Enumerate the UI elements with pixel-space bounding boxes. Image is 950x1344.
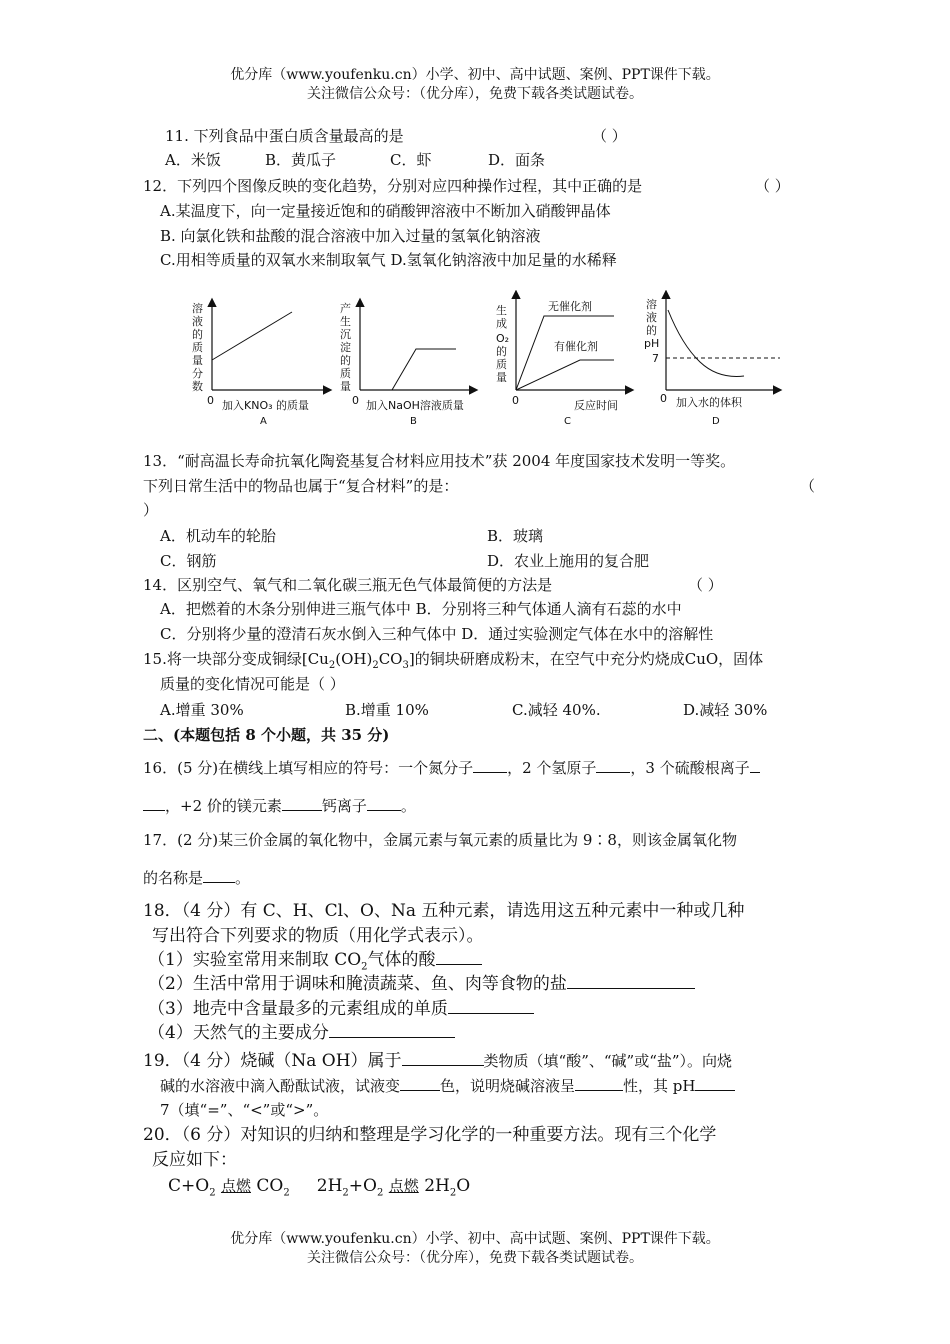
q13-line1: 13．“耐高温长寿命抗氧化陶瓷基复合材料应用技术”获 2004 年度国家技术发明一等奖。 bbox=[143, 452, 736, 470]
chart-a bbox=[180, 290, 340, 430]
svg-text:数: 数 bbox=[192, 380, 203, 393]
svg-text:的: 的 bbox=[340, 354, 351, 367]
page-header-line1: 优分库（www.youfenku.cn）小学、初中、高中试题、案例、PPT课件下载。 bbox=[230, 67, 720, 83]
q16-blank-3b[interactable] bbox=[143, 796, 165, 811]
svg-text:产: 产 bbox=[340, 302, 351, 315]
svg-text:生: 生 bbox=[496, 304, 507, 317]
q13-option-d: D．农业上施用的复合肥 bbox=[487, 552, 650, 570]
q11-option-d: D．面条 bbox=[488, 151, 546, 169]
q16-line1: 16．(5 分)在横线上填写相应的符号：一个氮分子 ，2 个氢原子 ，3 个硫酸根离子 bbox=[143, 757, 760, 779]
q18-blank-1[interactable] bbox=[436, 950, 482, 965]
q12-stem: 12．下列四个图像反映的变化趋势，分别对应四种操作过程，其中正确的是 bbox=[143, 177, 643, 195]
q17-blank[interactable] bbox=[203, 868, 235, 883]
chart-b bbox=[336, 290, 486, 430]
chart-d-xlabel: 加入水的体积 bbox=[676, 396, 742, 409]
q19-line1: 19．（4 分）烧碱（Na OH）属于 类物质（填“酸”、“碱”或“盐”）。向烧 bbox=[143, 1051, 733, 1071]
chart-b-xlabel: 加入NaOH溶液质量 bbox=[366, 399, 464, 412]
q19-blank-3[interactable] bbox=[575, 1076, 623, 1091]
chart-c-xlabel: 反应时间 bbox=[574, 399, 618, 412]
svg-text:溶: 溶 bbox=[646, 298, 657, 311]
q18-line1: 18．（4 分）有 C、H、Cl、O、Na 五种元素，请选用这五种元素中一种或几种 bbox=[143, 901, 745, 921]
page-footer-line2: 关注微信公众号：（优分库），免费下载各类试题试卷。 bbox=[307, 1250, 643, 1266]
chart-a-line bbox=[212, 312, 292, 360]
q12-option-cd: C.用相等质量的双氧水来制取氧气 D.氢氧化钠溶液中加足量的水稀释 bbox=[160, 251, 617, 269]
q15-option-b: B.增重 10% bbox=[345, 701, 429, 719]
q15-option-d: D.减轻 30% bbox=[683, 701, 768, 719]
svg-text:液: 液 bbox=[646, 311, 657, 324]
chart-c-origin: 0 bbox=[512, 394, 519, 407]
chart-a-origin: 0 bbox=[207, 394, 214, 407]
q13-paren-close: ） bbox=[143, 501, 159, 519]
svg-text:生: 生 bbox=[340, 315, 351, 328]
chart-d-ylabel bbox=[644, 297, 659, 350]
q15-line2: 质量的变化情况可能是（ ） bbox=[160, 675, 345, 693]
chart-a-ylabel bbox=[192, 301, 203, 393]
chart-d-ph-seven: 7 bbox=[652, 352, 659, 365]
q11-option-b: B．黄瓜子 bbox=[265, 151, 337, 169]
chart-b-origin: 0 bbox=[352, 394, 359, 407]
q19-blank-4[interactable] bbox=[695, 1076, 735, 1091]
q15-option-a: A.增重 30% bbox=[160, 701, 244, 719]
q20-line1: 20．（6 分）对知识的归纳和整理是学习化学的一种重要方法。现有三个化学 bbox=[143, 1125, 717, 1145]
chart-d-caption: D bbox=[712, 416, 720, 427]
chart-d-origin: 0 bbox=[660, 392, 667, 405]
q12-option-a: A.某温度下，向一定量接近饱和的硝酸钾溶液中不断加入硝酸钾晶体 bbox=[160, 202, 611, 220]
q18-item3: （3）地壳中含量最多的元素组成的单质 bbox=[148, 998, 534, 1020]
chart-c-label-no-catalyst: 无催化剂 bbox=[548, 300, 592, 313]
q20-reactions bbox=[168, 1175, 470, 1204]
svg-text:分: 分 bbox=[192, 367, 203, 380]
chart-b-ylabel bbox=[340, 301, 351, 393]
chart-c-ylabel bbox=[496, 303, 509, 384]
page-footer-line1: 优分库（www.youfenku.cn）小学、初中、高中试题、案例、PPT课件下载。 bbox=[230, 1231, 720, 1247]
svg-text:沉: 沉 bbox=[340, 328, 351, 341]
q12-paren: （ ） bbox=[755, 177, 790, 195]
q11-paren: （ ） bbox=[592, 127, 627, 145]
q13-line2: 下列日常生活中的物品也属于“复合材料”的是： bbox=[143, 477, 459, 495]
q13-option-b: B．玻璃 bbox=[487, 527, 544, 545]
q18-blank-4[interactable] bbox=[329, 1023, 455, 1038]
q14-paren: （ ） bbox=[688, 576, 723, 594]
q13-option-a: A．机动车的轮胎 bbox=[160, 527, 276, 545]
q13-paren-open: （ bbox=[800, 477, 816, 495]
chart-c-line-no-catalyst bbox=[516, 316, 614, 390]
svg-text:pH: pH bbox=[644, 337, 660, 350]
q18-item1: （1）实验室常用来制取 $CO_2$气体的酸 bbox=[148, 949, 482, 978]
svg-text:质: 质 bbox=[496, 358, 507, 371]
q16-blank-5[interactable] bbox=[367, 796, 401, 811]
q11-option-c: C．虾 bbox=[390, 151, 432, 169]
q16-blank-3[interactable] bbox=[750, 758, 760, 773]
svg-text:液: 液 bbox=[192, 315, 203, 328]
chart-b-line bbox=[360, 349, 456, 390]
q19-line2: 碱的水溶液中滴入酚酞试液，试液变 色，说明烧碱溶液呈 性，其 pH bbox=[160, 1075, 735, 1097]
q18-item4: （4）天然气的主要成分 bbox=[148, 1022, 455, 1044]
q16-blank-4[interactable] bbox=[282, 796, 322, 811]
q16-blank-2[interactable] bbox=[596, 758, 630, 773]
q17-line2: 的名称是 。 bbox=[143, 869, 251, 887]
q18-item2: （2）生活中常用于调味和腌渍蔬菜、鱼、肉等食物的盐 bbox=[148, 973, 695, 995]
svg-text:质: 质 bbox=[340, 367, 351, 380]
q19-line3: 7（填“=”、“<”或“>”。 bbox=[160, 1101, 329, 1119]
chart-a-caption: A bbox=[260, 416, 267, 427]
q18-blank-2[interactable] bbox=[567, 974, 695, 989]
q20-line2: 反应如下： bbox=[152, 1150, 237, 1170]
q19-blank-1[interactable] bbox=[402, 1051, 484, 1066]
chart-d bbox=[640, 290, 790, 430]
q15-line1: 15.将一块部分变成铜绿$[Cu_2(OH)_2CO_3]$的铜块研磨成粉末，在空气中充分灼烧成CuO，固体 bbox=[143, 650, 764, 671]
q14-options-ab: A．把燃着的木条分别伸进三瓶气体中 B．分别将三种气体通人滴有石蕊的水中 bbox=[160, 600, 682, 618]
chart-c-line-catalyst bbox=[516, 360, 614, 390]
q15-option-c: C.减轻 40%. bbox=[512, 701, 601, 719]
section-2-heading: 二、(本题包括 8 个小题，共 35 分) bbox=[143, 726, 390, 744]
q20-reaction-1: $C+O_2$ 点燃 $CO_2$ bbox=[168, 1176, 290, 1199]
q20-reaction-2: $2H_2+O_2$ 点燃 $2H_2O$ bbox=[316, 1176, 471, 1199]
chart-c bbox=[492, 290, 642, 430]
svg-text:量: 量 bbox=[340, 380, 351, 393]
q14-options-cd: C．分别将少量的澄清石灰水倒入三种气体中 D．通过实验测定气体在水中的溶解性 bbox=[160, 625, 714, 643]
q12-option-b: B. 向氯化铁和盐酸的混合溶液中加入过量的氢氧化钠溶液 bbox=[160, 227, 541, 245]
q17-line1: 17．(2 分)某三价金属的氧化物中，金属元素与氧元素的质量比为 9∶8，则该金属氧化物 bbox=[143, 831, 737, 849]
q11-stem: 11. 下列食品中蛋白质含量最高的是 bbox=[165, 127, 404, 145]
chart-c-label-catalyst: 有催化剂 bbox=[554, 340, 598, 353]
svg-text:O₂: O₂ bbox=[496, 332, 510, 345]
svg-text:淀: 淀 bbox=[340, 341, 351, 354]
svg-text:量: 量 bbox=[496, 371, 507, 384]
q13-option-c: C．钢筋 bbox=[160, 552, 217, 570]
q11-option-a: A．米饭 bbox=[165, 151, 221, 169]
svg-text:的: 的 bbox=[192, 328, 203, 341]
q18-blank-3[interactable] bbox=[448, 999, 534, 1014]
svg-text:质: 质 bbox=[192, 341, 203, 354]
svg-text:溶: 溶 bbox=[192, 302, 203, 315]
page-header-line2: 关注微信公众号：（优分库），免费下载各类试题试卷。 bbox=[307, 86, 643, 102]
svg-text:成: 成 bbox=[496, 317, 507, 330]
q18-line2: 写出符合下列要求的物质（用化学式表示）。 bbox=[152, 926, 484, 946]
q16-blank-1[interactable] bbox=[473, 758, 507, 773]
svg-text:的: 的 bbox=[646, 324, 657, 337]
q16-line2: ，+2 价的镁元素 钙离子 。 bbox=[143, 795, 416, 817]
svg-text:的: 的 bbox=[496, 345, 507, 358]
q19-blank-2[interactable] bbox=[400, 1076, 440, 1091]
chart-c-caption: C bbox=[564, 416, 571, 427]
q14-stem: 14．区别空气、氧气和二氧化碳三瓶无色气体最简便的方法是 bbox=[143, 576, 553, 594]
svg-text:量: 量 bbox=[192, 354, 203, 367]
chart-b-caption: B bbox=[410, 416, 417, 427]
chart-a-xlabel: 加入KNO₃ 的质量 bbox=[222, 399, 310, 412]
chart-d-curve bbox=[668, 310, 744, 376]
